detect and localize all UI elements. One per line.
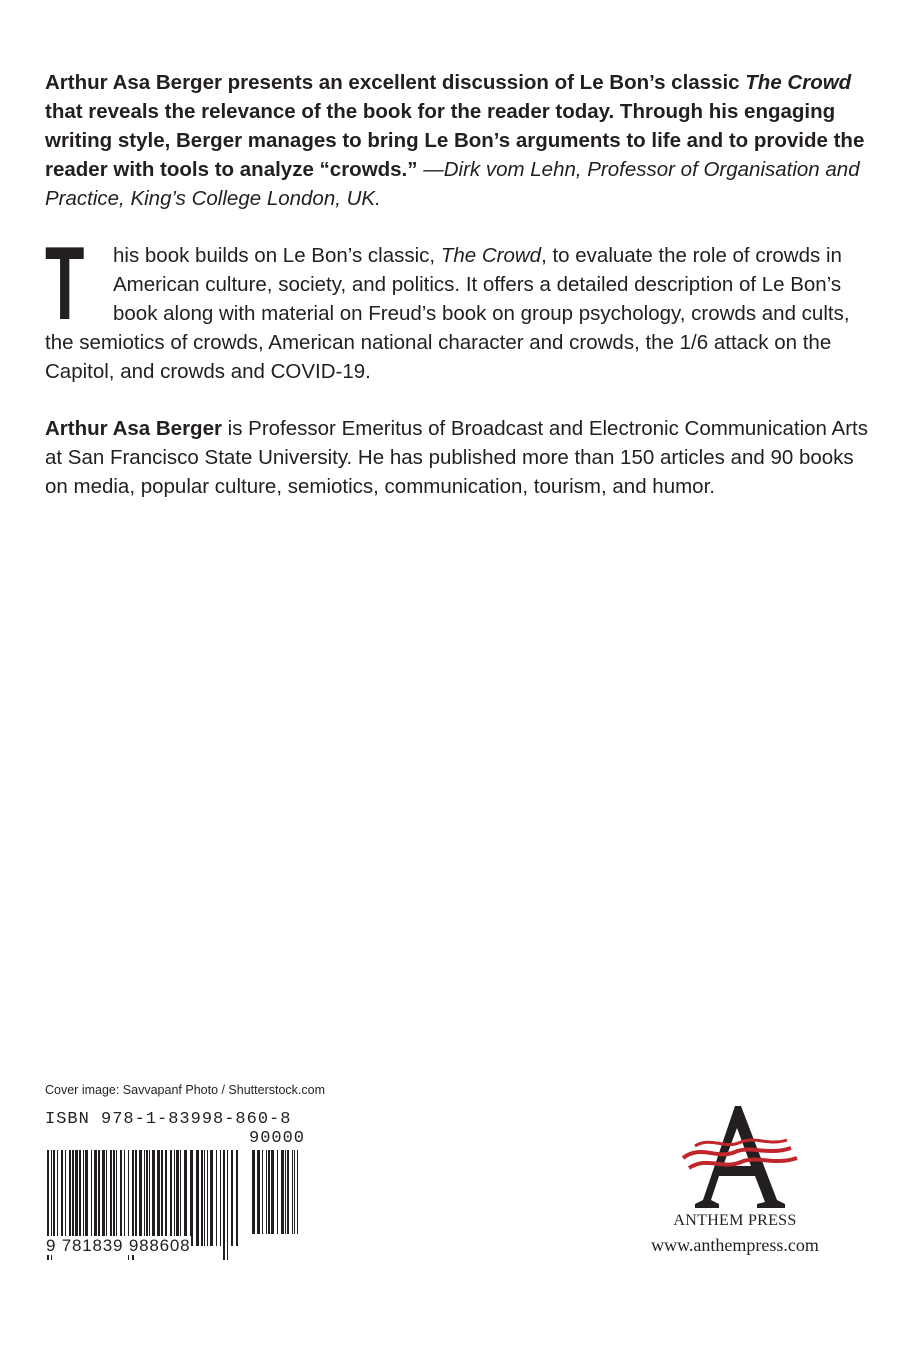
barcode-bar xyxy=(120,1150,122,1246)
barcode-bar xyxy=(180,1150,181,1246)
description-text-2: , to evaluate the role of crowds in American culture, society, and politics. It offers a detailed description of Le Bon’s book along with material on Freud’s book on group psychology, crowds and cults, the semiotics of crowds, American national character and crowds, the 1/6 attack on the Capitol, and crowds and COVID-19. xyxy=(45,244,850,383)
author-name: Arthur Asa Berger xyxy=(45,417,222,440)
drop-cap: T xyxy=(45,226,84,342)
praise-bold-rest: that reveals the relevance of the book for the reader today. Through his engaging writing style, Berger manages to bring Le Bon’s arguments to life and to provide the reader with tools to analyze “crowds.” xyxy=(45,100,865,181)
back-cover-text xyxy=(45,68,875,501)
barcode-bar xyxy=(75,1150,78,1246)
barcode-bar xyxy=(176,1150,179,1246)
barcode-bar xyxy=(294,1150,295,1234)
barcode-bar xyxy=(223,1150,225,1260)
barcode-bar xyxy=(69,1150,71,1246)
author-bio-text: is Professor Emeritus of Broadcast and Electronic Communication Arts at San Francisco State University. He has published more than 150 articles and 90 books on media, popular culture, semiotics, communication, tourism, and humor. xyxy=(45,417,868,498)
barcode-bar xyxy=(210,1150,213,1246)
barcode-bar xyxy=(252,1150,255,1234)
barcode-bar xyxy=(157,1150,160,1246)
barcode-bar xyxy=(266,1150,267,1234)
barcode-bar xyxy=(165,1150,167,1246)
praise-attribution: —Dirk vom Lehn, Professor of Organisation and Practice, King’s College London, UK. xyxy=(45,158,860,210)
barcode-bar xyxy=(144,1150,145,1246)
barcode-bar xyxy=(106,1150,107,1246)
barcode-bar xyxy=(85,1150,88,1246)
praise-bold-intro: Arthur Asa Berger presents an excellent discussion of Le Bon’s classic xyxy=(45,71,746,94)
barcode-bar xyxy=(204,1150,205,1246)
barcode-bar xyxy=(216,1150,217,1246)
author-bio xyxy=(45,414,875,501)
addon-barcode-bars xyxy=(250,1150,302,1248)
barcode-bar xyxy=(79,1150,81,1246)
barcode-bar xyxy=(190,1150,193,1246)
publisher-url: www.anthempress.com xyxy=(651,1235,819,1255)
barcode-bar xyxy=(281,1150,284,1234)
barcode-bar xyxy=(149,1150,150,1246)
barcode-bar xyxy=(174,1150,175,1246)
barcode-bar xyxy=(139,1150,142,1246)
barcode-bar xyxy=(53,1150,55,1246)
barcode-bar xyxy=(57,1150,58,1246)
barcode-bar xyxy=(135,1150,137,1246)
barcode-bar xyxy=(257,1150,260,1234)
barcode-bar xyxy=(65,1150,66,1246)
barcode-bar xyxy=(285,1150,286,1234)
barcode-bar xyxy=(220,1150,221,1246)
barcode-bar xyxy=(91,1150,92,1246)
barcode-bar xyxy=(196,1150,199,1246)
description-text-1: his book builds on Le Bon’s classic, xyxy=(113,244,441,267)
barcode-bar xyxy=(170,1150,172,1246)
barcode-bar xyxy=(292,1150,293,1234)
barcode-bar xyxy=(116,1150,117,1246)
barcode-bar xyxy=(227,1150,228,1260)
praise-quote xyxy=(45,68,875,213)
barcode-bar xyxy=(124,1150,125,1246)
barcode-bar xyxy=(94,1150,97,1246)
barcode-bar xyxy=(102,1150,105,1246)
publisher-block xyxy=(628,1100,848,1260)
barcode-bar xyxy=(236,1150,238,1246)
barcode-bar xyxy=(277,1150,278,1234)
praise-book-title: The Crowd xyxy=(745,71,852,94)
barcode-bar xyxy=(110,1150,112,1246)
isbn-label: ISBN 978-1-83998-860-8 xyxy=(45,1110,292,1129)
barcode-bar xyxy=(297,1150,298,1234)
barcode-bar xyxy=(271,1150,274,1234)
barcode-bar xyxy=(83,1150,84,1246)
barcode-bar xyxy=(98,1150,100,1246)
barcode-bar xyxy=(201,1150,203,1246)
barcode-bar xyxy=(152,1150,155,1246)
description-book-title: The Crowd xyxy=(440,244,542,267)
anthem-press-logo-icon xyxy=(631,1100,845,1212)
barcode-bar xyxy=(72,1150,74,1246)
barcode-bar xyxy=(231,1150,233,1246)
barcode-bar xyxy=(207,1150,208,1246)
cover-image-credit: Cover image: Savvapanf Photo / Shutterstock.com xyxy=(45,1083,325,1097)
barcode-bar xyxy=(287,1150,289,1234)
barcode-bar xyxy=(262,1150,263,1234)
barcode-bar xyxy=(113,1150,115,1246)
barcode-bar xyxy=(161,1150,163,1246)
book-description xyxy=(45,226,875,386)
publisher-name: ANTHEM PRESS xyxy=(673,1212,797,1229)
barcode-bar xyxy=(268,1150,270,1234)
ean-digits: 9 781839 988608 xyxy=(46,1236,191,1255)
barcode-bar xyxy=(184,1150,187,1246)
price-code: 90000 xyxy=(249,1129,306,1148)
barcode-bar xyxy=(146,1150,148,1246)
isbn-barcode xyxy=(45,1110,305,1270)
barcode-bar xyxy=(61,1150,63,1246)
